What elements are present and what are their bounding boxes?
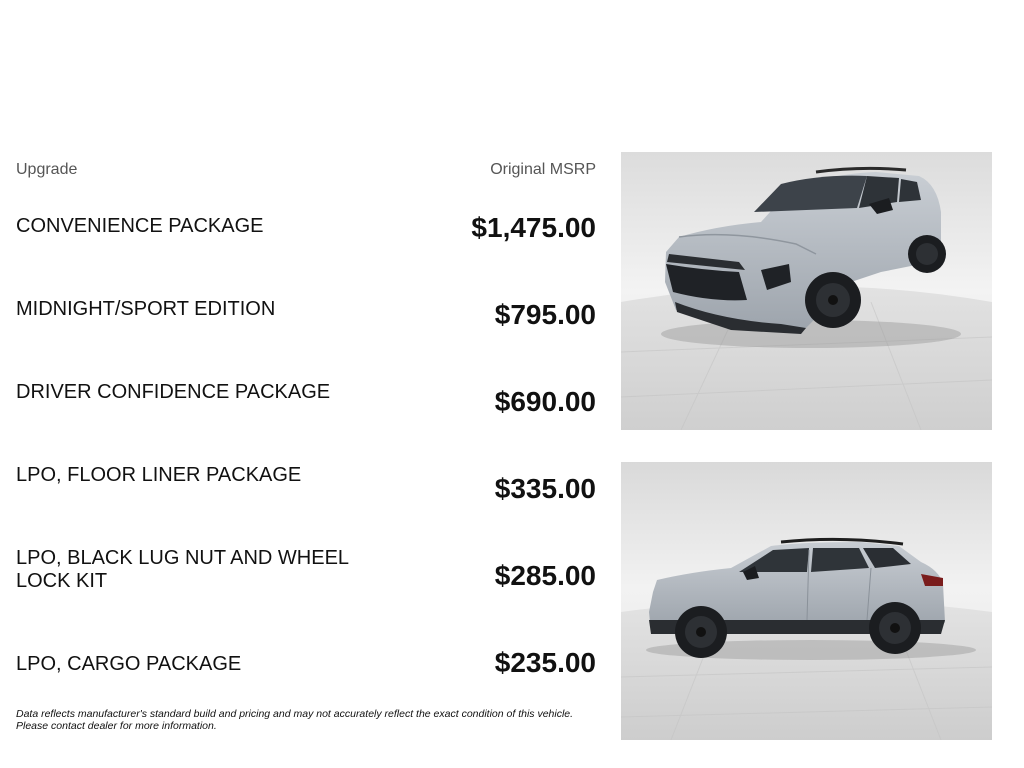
upgrade-name: LPO, CARGO PACKAGE — [16, 653, 242, 675]
msrp-column-header: Original MSRP — [490, 161, 596, 178]
vehicle-front-image — [621, 152, 992, 430]
upgrade-name: CONVENIENCE PACKAGE — [16, 215, 264, 237]
upgrade-name: LPO, FLOOR LINER PACKAGE — [16, 464, 302, 486]
vehicle-photo-front — [621, 152, 992, 430]
upgrade-price: $690.00 — [494, 386, 596, 417]
vehicle-side-image — [621, 462, 992, 740]
upgrade-column-header: Upgrade — [16, 161, 78, 178]
upgrade-price: $335.00 — [494, 473, 596, 504]
upgrade-name: MIDNIGHT/SPORT EDITION — [16, 298, 276, 320]
upgrade-price: $1,475.00 — [471, 212, 596, 243]
upgrade-price: $795.00 — [494, 299, 596, 330]
upgrade-price: $235.00 — [494, 647, 596, 678]
upgrade-price: $285.00 — [494, 560, 596, 591]
upgrade-name: DRIVER CONFIDENCE PACKAGE — [16, 381, 331, 403]
vehicle-photo-side — [621, 462, 992, 740]
disclaimer-text: Data reflects manufacturer's standard build and pricing and may not accurately reflect the exact condition of this vehicle. Please contact dealer for more information. — [16, 708, 574, 732]
upgrade-name: LPO, BLACK LUG NUT AND WHEEL LOCK KIT — [16, 547, 349, 592]
